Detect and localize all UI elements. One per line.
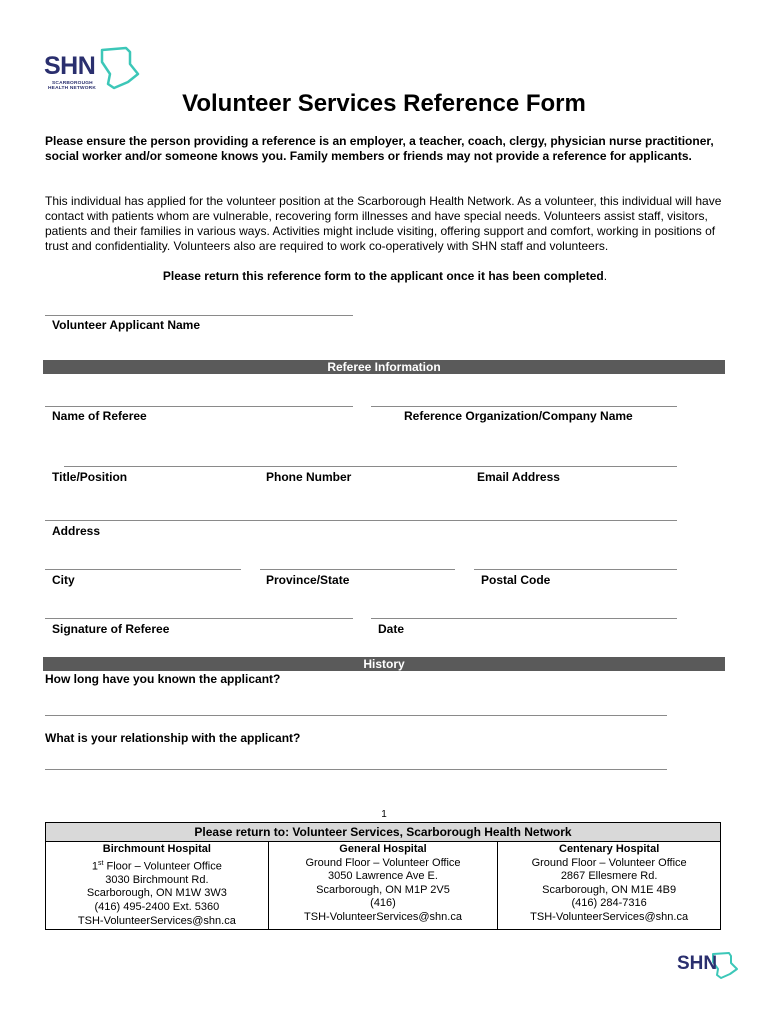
shn-footer-logo — [677, 951, 739, 981]
phone-label: Phone Number — [266, 470, 352, 484]
title-position-label: Title/Position — [52, 470, 128, 484]
hospital-name: Birchmount Hospital — [102, 843, 211, 855]
hospital-email[interactable]: TSH-VolunteerServices@shn.ca — [530, 910, 689, 923]
hospital-city: Scarborough, ON M1W 3W3 — [86, 887, 227, 900]
page-number: 1 — [381, 809, 387, 820]
referee-section-bar: Referee Information — [43, 360, 725, 374]
hospital-phone: (416) 284-7316 — [571, 897, 647, 910]
address-label: Address — [52, 524, 101, 538]
history-answer-1-line[interactable] — [45, 715, 667, 716]
hospital-email[interactable]: TSH-VolunteerServices@shn.ca — [77, 914, 236, 927]
hospital-street: 2867 Ellesmere Rd. — [560, 870, 658, 883]
history-section-bar: History — [43, 657, 725, 671]
page-title: Volunteer Services Reference Form — [182, 90, 586, 117]
hospital-phone: (416) 495-2400 Ext. 5360 — [94, 901, 220, 914]
history-question-1: How long have you known the applicant? — [45, 672, 281, 686]
logo-text: SHN — [44, 52, 96, 80]
applicant-name-label: Volunteer Applicant Name — [52, 318, 201, 332]
shn-logo — [44, 44, 144, 94]
phone-line[interactable] — [260, 466, 477, 467]
logo-subtitle-2: HEALTH NETWORK — [48, 86, 97, 91]
address-line[interactable] — [45, 520, 677, 521]
hospital-city: Scarborough, ON M1P 2V5 — [316, 883, 450, 896]
hospital-email[interactable]: TSH-VolunteerServices@shn.ca — [304, 910, 462, 923]
email-line[interactable] — [477, 466, 677, 467]
signature-label: Signature of Referee — [52, 622, 170, 636]
hospital-name: General Hospital — [339, 843, 427, 855]
return-address-heading: Please return to: Volunteer Services, Scarborough Health Network — [46, 823, 721, 842]
title-position-line[interactable] — [64, 466, 260, 467]
postal-line[interactable] — [474, 569, 677, 570]
date-label: Date — [378, 622, 405, 636]
floor-text: Floor – Volunteer Office — [103, 860, 222, 873]
return-note — [45, 269, 725, 284]
history-question-2: What is your relationship with the applicant? — [45, 731, 301, 745]
floor-number: 1 — [91, 860, 98, 873]
hospital-phone: (416) — [370, 897, 396, 910]
intro-instructions: Please ensure the person providing a reference is an employer, a teacher, coach, clergy, physician nurse practitioner, social worker and/or someone knows you. Family members or friends may not provide a reference for applicants. — [45, 134, 714, 163]
hospital-birchmount — [46, 842, 269, 930]
signature-line[interactable] — [45, 618, 353, 619]
referee-name-line[interactable] — [45, 406, 353, 407]
organization-label: Reference Organization/Company Name — [404, 409, 633, 423]
hospital-floor: Ground Floor – Volunteer Office — [531, 856, 687, 869]
referee-name-label: Name of Referee — [52, 409, 147, 423]
logo-subtitle-1: SCARBOROUGH — [52, 81, 93, 86]
hospital-floor — [48, 857, 266, 874]
hospital-name: Centenary Hospital — [559, 843, 660, 855]
city-label: City — [52, 573, 75, 587]
return-address-table — [45, 822, 721, 930]
return-note-text: Please return this reference form to the applicant once it has been completed — [162, 269, 604, 283]
date-line[interactable] — [371, 618, 677, 619]
hospital-general — [268, 842, 498, 930]
city-line[interactable] — [45, 569, 241, 570]
province-line[interactable] — [260, 569, 455, 570]
intro-body: This individual has applied for the volunteer position at the Scarborough Health Network. As a volunteer, this individual will have contact with patients whom are vulnerable, recovering form illnesses and have special needs. Volunteers assist staff, visitors, patients and their families in various ways. Activities might include visiting, offering support and comfort, working in positions of trust and confidentiality. Volunteers also are required to work co-operatively with SHN staff and volunteers. — [45, 194, 722, 253]
organization-line[interactable] — [371, 406, 677, 407]
applicant-name-line[interactable] — [45, 315, 353, 316]
province-label: Province/State — [266, 573, 350, 587]
hospital-floor: Ground Floor – Volunteer Office — [305, 856, 461, 869]
history-answer-2-line[interactable] — [45, 769, 667, 770]
hospital-centenary — [498, 842, 721, 930]
email-label: Email Address — [477, 470, 560, 484]
hospital-city: Scarborough, ON M1E 4B9 — [542, 883, 677, 896]
postal-label: Postal Code — [481, 573, 551, 587]
return-note-period: . — [603, 269, 608, 283]
footer-logo-text: SHN — [677, 953, 718, 974]
hospital-street: 3030 Birchmount Rd. — [105, 873, 209, 886]
floor-suffix: st — [98, 859, 104, 867]
hospital-street: 3050 Lawrence Ave E. — [328, 870, 438, 883]
